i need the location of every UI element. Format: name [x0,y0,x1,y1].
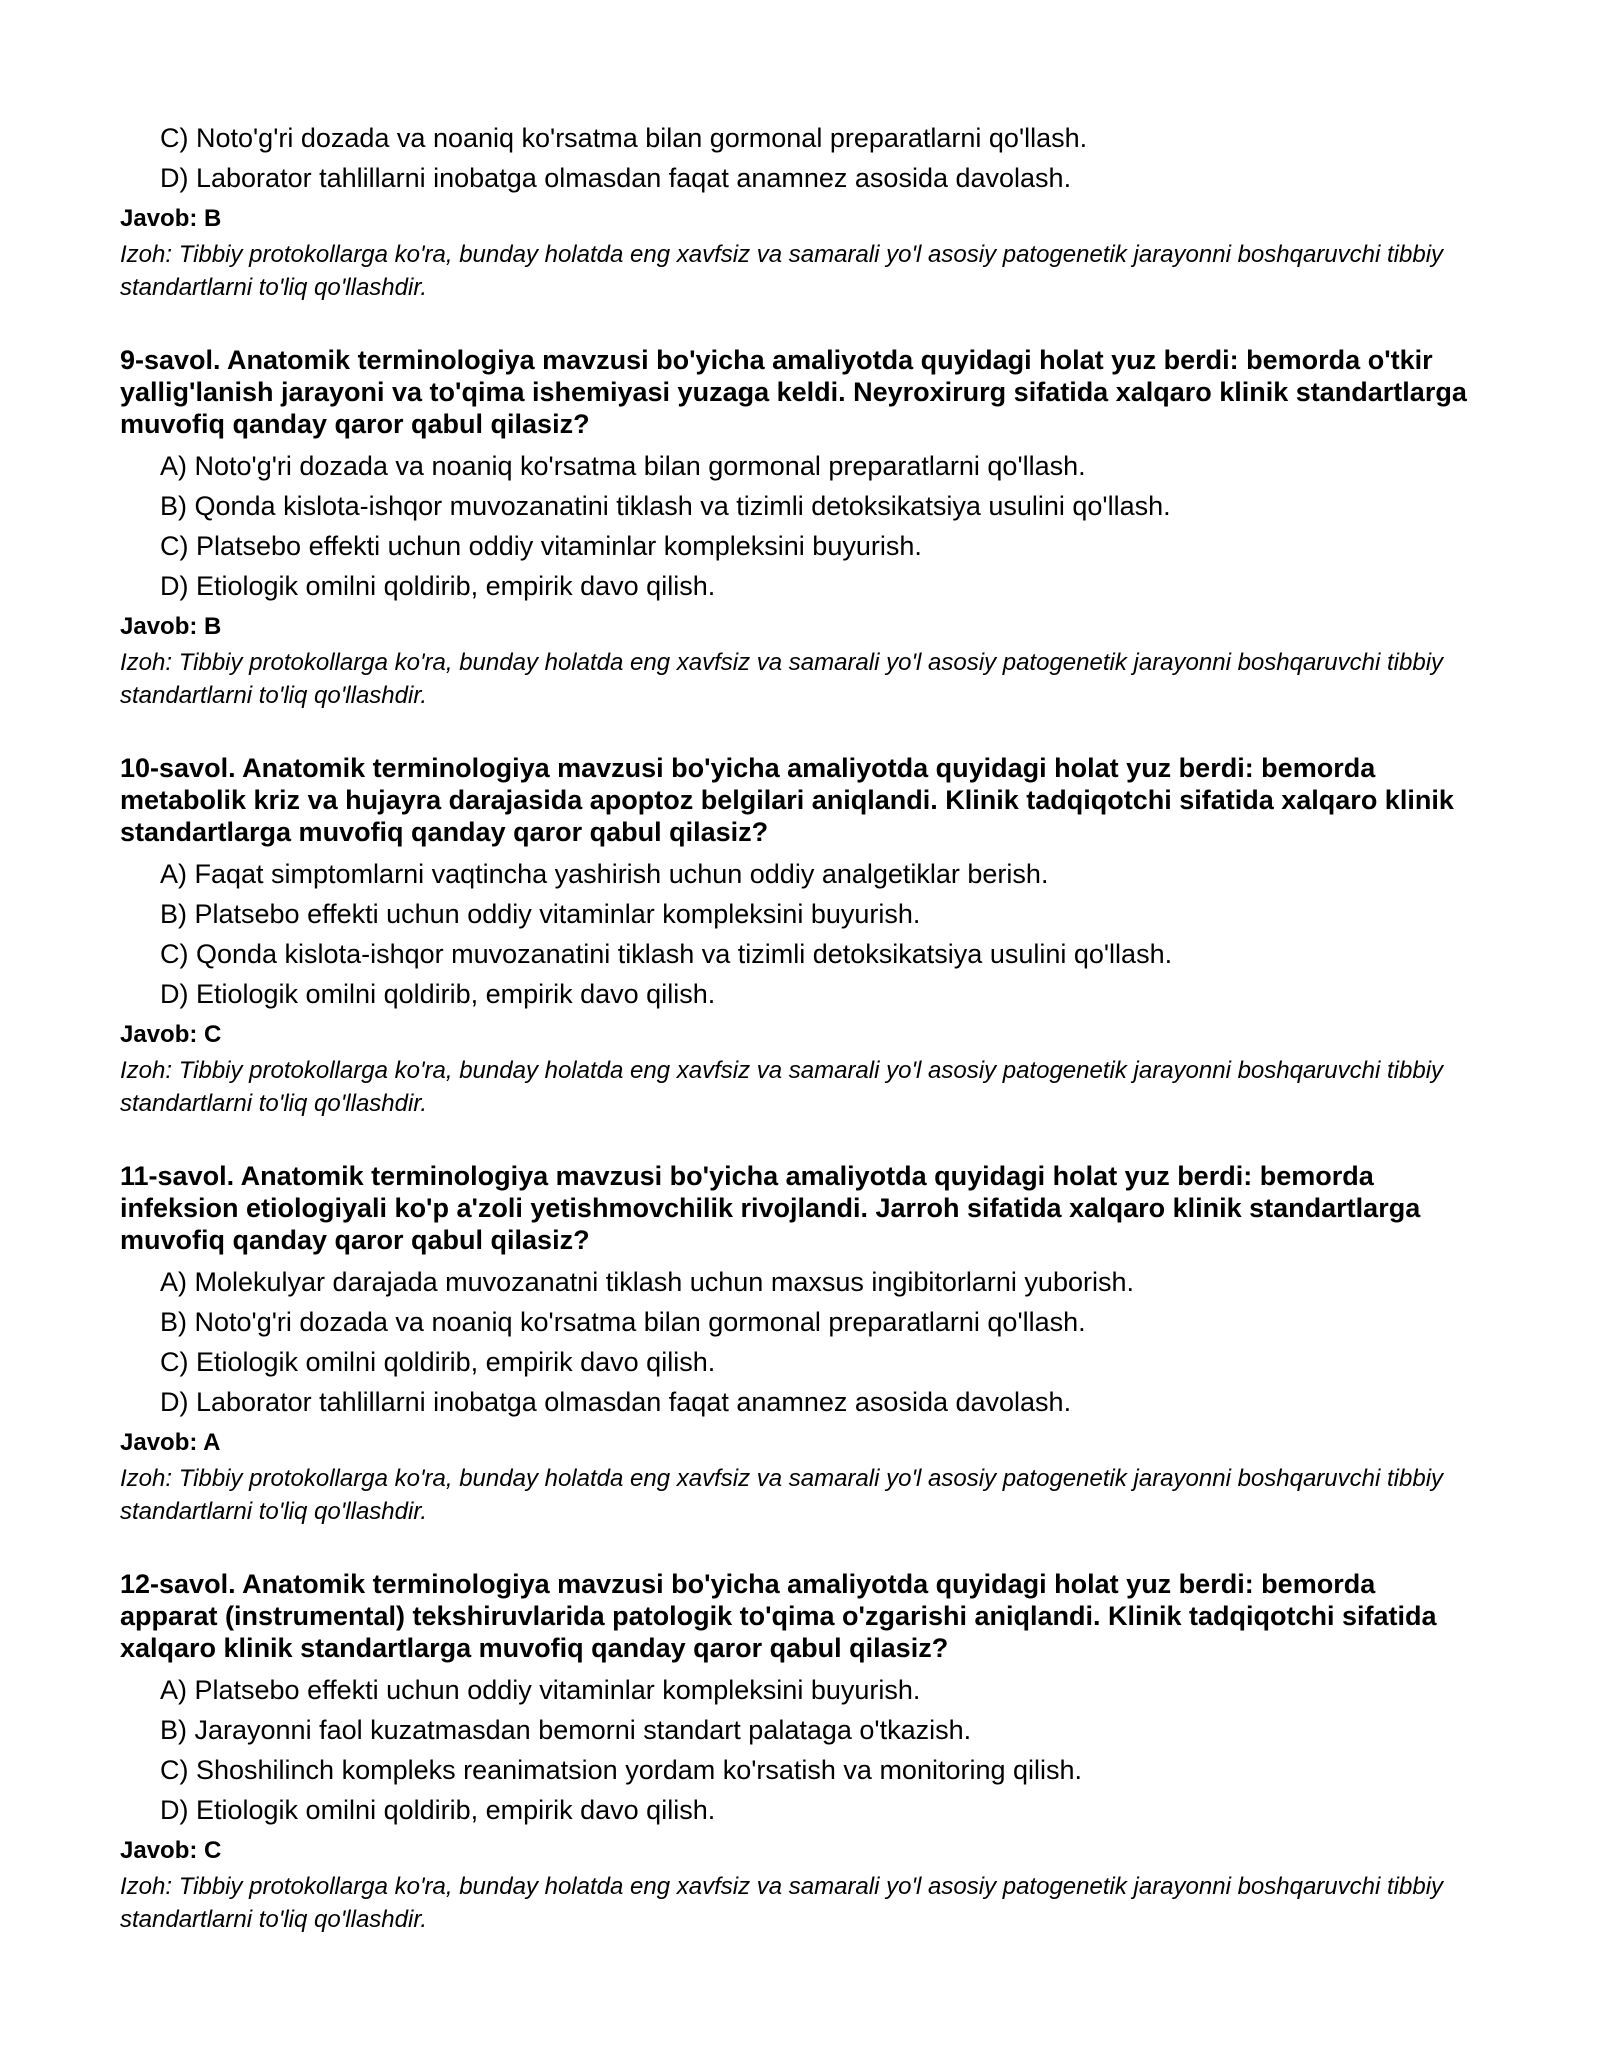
option-d: D) Etiologik omilni qoldirib, empirik davo qilish. [160,979,716,1009]
answer-line: Javob: C [120,1837,222,1864]
option-d: D) Etiologik omilni qoldirib, empirik davo qilish. [160,571,716,601]
answer-line: Javob: C [120,1021,222,1048]
question-10 [120,752,1480,1120]
option-a: A) Noto'g'ri dozada va noaniq ko'rsatma bilan gormonal preparatlarni qo'llash. [160,451,1086,481]
explanation-note: Izoh: Tibbiy protokollarga ko'ra, bunday holatda eng xavfsiz va samarali yo'l asosiy patogenetik jarayonni boshqaruvchi tibbiy standartlarni to'liq qo'llashdir. [120,1465,1444,1525]
question-11 [120,1160,1480,1528]
question-text: 9-savol. Anatomik terminologiya mavzusi bo'yicha amaliyotda quyidagi holat yuz berdi: bemorda o'tkir yallig'lanish jarayoni va to'qima ishemiyasi yuzaga keldi. Neyroxirurg sifatida xalqaro klinik standartlarga muvofiq qanday qaror qabul qilasiz? [120,345,1467,439]
answer-line: Javob: A [120,1429,221,1456]
explanation-note: Izoh: Tibbiy protokollarga ko'ra, bunday holatda eng xavfsiz va samarali yo'l asosiy patogenetik jarayonni boshqaruvchi tibbiy standartlarni to'liq qo'llashdir. [120,241,1444,301]
options-list [120,1670,1480,1830]
question-9 [120,344,1480,712]
options-list [120,446,1480,606]
option-c: C) Noto'g'ri dozada va noaniq ko'rsatma bilan gormonal preparatlarni qo'llash. [160,123,1088,153]
option-a: A) Platsebo effekti uchun oddiy vitaminlar kompleksini buyurish. [160,1675,921,1705]
option-d: D) Laborator tahlillarni inobatga olmasdan faqat anamnez asosida davolash. [160,163,1072,193]
option-c: C) Etiologik omilni qoldirib, empirik davo qilish. [160,1347,716,1377]
explanation-note: Izoh: Tibbiy protokollarga ko'ra, bunday holatda eng xavfsiz va samarali yo'l asosiy patogenetik jarayonni boshqaruvchi tibbiy standartlarni to'liq qo'llashdir. [120,1873,1444,1933]
options-list [120,1262,1480,1422]
option-b: B) Qonda kislota-ishqor muvozanatini tiklash va tizimli detoksikatsiya usulini qo'llash. [160,491,1171,521]
explanation-note: Izoh: Tibbiy protokollarga ko'ra, bunday holatda eng xavfsiz va samarali yo'l asosiy patogenetik jarayonni boshqaruvchi tibbiy standartlarni to'liq qo'llashdir. [120,1057,1444,1117]
option-b: B) Platsebo effekti uchun oddiy vitaminlar kompleksini buyurish. [160,899,921,929]
options-list [120,118,1480,198]
option-c: C) Qonda kislota-ishqor muvozanatini tiklash va tizimli detoksikatsiya usulini qo'llash. [160,939,1173,969]
option-b: B) Noto'g'ri dozada va noaniq ko'rsatma bilan gormonal preparatlarni qo'llash. [160,1307,1086,1337]
previous-question-tail [120,118,1480,304]
option-c: C) Shoshilinch kompleks reanimatsion yordam ko'rsatish va monitoring qilish. [160,1755,1083,1785]
option-d: D) Etiologik omilni qoldirib, empirik davo qilish. [160,1795,716,1825]
options-list [120,854,1480,1014]
question-text: 12-savol. Anatomik terminologiya mavzusi bo'yicha amaliyotda quyidagi holat yuz berdi: bemorda apparat (instrumental) tekshiruvlarida patologik to'qima o'zgarishi aniqlandi. Klinik tadqiqotchi sifatida xalqaro klinik standartlarga muvofiq qanday qaror qabul qilasiz? [120,1569,1437,1663]
question-text: 10-savol. Anatomik terminologiya mavzusi bo'yicha amaliyotda quyidagi holat yuz berdi: bemorda metabolik kriz va hujayra darajasida apoptoz belgilari aniqlandi. Klinik tadqiqotchi sifatida xalqaro klinik standartlarga muvofiq qanday qaror qabul qilasiz? [120,753,1454,847]
option-a: A) Molekulyar darajada muvozanatni tiklash uchun maxsus ingibitorlarni yuborish. [160,1267,1134,1297]
explanation-note: Izoh: Tibbiy protokollarga ko'ra, bunday holatda eng xavfsiz va samarali yo'l asosiy patogenetik jarayonni boshqaruvchi tibbiy standartlarni to'liq qo'llashdir. [120,649,1444,709]
question-text: 11-savol. Anatomik terminologiya mavzusi bo'yicha amaliyotda quyidagi holat yuz berdi: bemorda infeksion etiologiyali ko'p a'zoli yetishmovchilik rivojlandi. Jarroh sifatida xalqaro klinik standartlarga muvofiq qanday qaror qabul qilasiz? [120,1161,1421,1255]
option-a: A) Faqat simptomlarni vaqtincha yashirish uchun oddiy analgetiklar berish. [160,859,1049,889]
option-b: B) Jarayonni faol kuzatmasdan bemorni standart palataga o'tkazish. [160,1715,972,1745]
question-12 [120,1568,1480,1936]
option-d: D) Laborator tahlillarni inobatga olmasdan faqat anamnez asosida davolash. [160,1387,1072,1417]
option-c: C) Platsebo effekti uchun oddiy vitaminlar kompleksini buyurish. [160,531,922,561]
answer-line: Javob: B [120,613,222,640]
answer-line: Javob: B [120,205,222,232]
document-page [120,118,1480,1936]
